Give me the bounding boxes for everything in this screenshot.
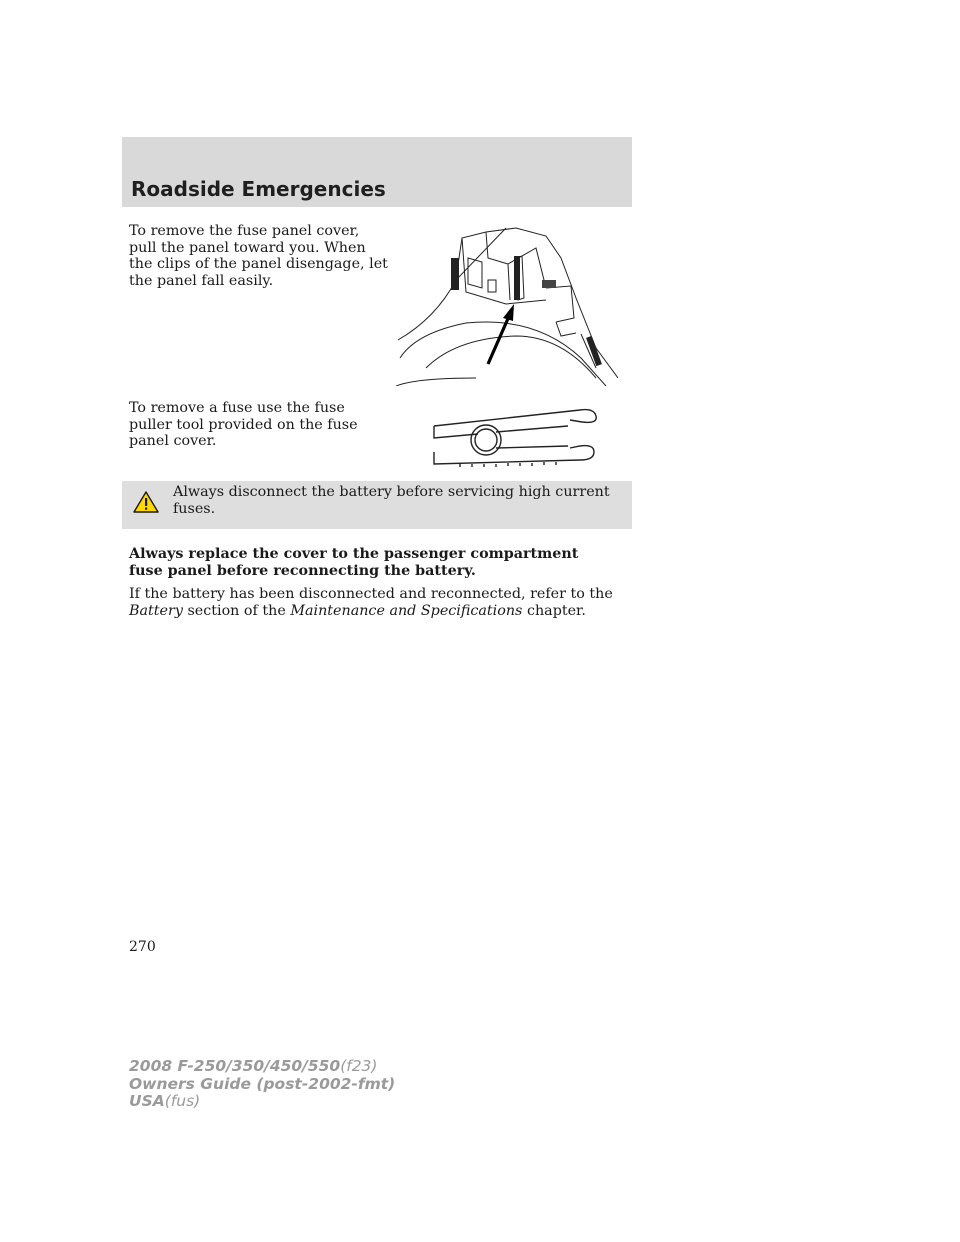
battery-reference-tail: chapter. xyxy=(526,602,586,619)
section-header xyxy=(122,137,632,207)
warning-box xyxy=(122,481,632,529)
footer-model-code: (f23) xyxy=(340,1057,378,1075)
footer-market: USA xyxy=(129,1092,165,1110)
battery-section-ref: Battery xyxy=(129,602,183,619)
chapter-ref: Maintenance and Specifications xyxy=(290,602,523,619)
footer-guide: Owners Guide (post-2002-fmt) xyxy=(129,1074,396,1093)
paragraph-fuse-puller: To remove a fuse use the fuse puller tool provided on the fuse panel cover. xyxy=(129,400,358,450)
fuse-puller-illustration xyxy=(430,402,600,468)
battery-reference-lead: If the battery has been disconnected and reconnected, refer to the xyxy=(129,586,613,602)
paragraph-battery-reference xyxy=(129,586,619,619)
paragraph-replace-cover: Always replace the cover to the passenger compartment fuse panel before reconnecting the battery. xyxy=(129,546,579,579)
document-footer xyxy=(129,1058,395,1111)
page-number: 270 xyxy=(129,939,156,955)
footer-market-code: (fus) xyxy=(164,1092,201,1110)
footer-model: 2008 F-250/350/450/550 xyxy=(129,1057,341,1075)
paragraph-remove-cover: To remove the fuse panel cover, pull the panel toward you. When the clips of the panel disengage, let the panel fall easily. xyxy=(129,223,388,289)
warning-triangle-icon xyxy=(133,490,159,514)
fuse-panel-illustration xyxy=(396,218,618,386)
section-title: Roadside Emergencies xyxy=(131,177,386,201)
warning-text: Always disconnect the battery before servicing high current fuses. xyxy=(173,484,610,517)
battery-reference-mid: section of the xyxy=(187,602,286,619)
